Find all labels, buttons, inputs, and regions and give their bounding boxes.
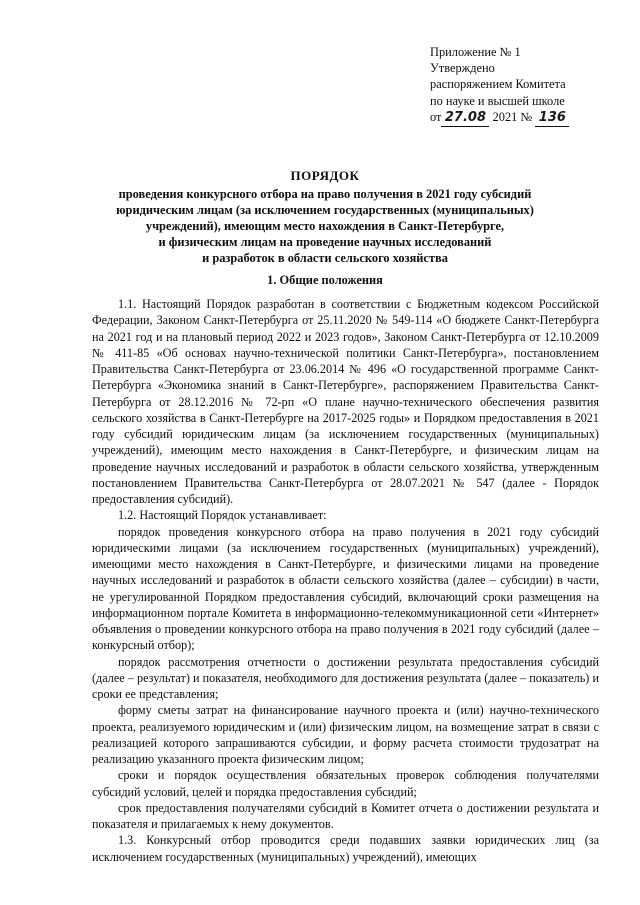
paragraph-1-2-d: сроки и порядок осуществления обязательных проверок соблюдения получателями субсидий условий, целей и порядка предоставления субсидий;	[92, 768, 599, 799]
paragraph-1-3: 1.3. Конкурсный отбор проводится среди подавших заявки юридических лиц (за исключением государственных (муниципальных) учреждений), имеющих	[92, 833, 599, 864]
title-line-4: и физическим лицам на проведение научных исследований	[158, 235, 492, 249]
approval-line-1: Приложение № 1	[430, 45, 521, 59]
paragraph-1-1: 1.1. Настоящий Порядок разработан в соответствии с Бюджетным кодексом Российской Федерации, Законом Санкт-Петербурга от 25.11.2020 № 549-114 «О бюджете Санкт-Петербурга на 2021 год и на плановый период 2022 и 2023 годов», Законом Санкт-Петербурга от 12.10.2009 № 411-85 «Об основах научно-технической политики Санкт-Петербурга», постановлением Правительства Санкт-Петербурга от 23.06.2014 № 496 «О государственной программе Санкт-Петербурга «Экономика знаний в Санкт-Петербурге», распоряжением Правительства Санкт-Петербурга от 28.12.2016 № 72-рп «О плане научно-технического обеспечения развития сельского хозяйства в Санкт-Петербурге на 2017-2025 годы» и Порядком предоставления в 2021 году субсидий юридическим лицам (за исключением государственных (муниципальных) учреждений), имеющим место нахождения в Санкт-Петербурге, и физическим лицам на проведение научных исследований и разработок в области сельского хозяйства, утвержденным постановлением Правительства Санкт-Петербурга от 28.07.2021 № 547 (далее - Порядок предоставления субсидий).	[92, 297, 599, 506]
date-prefix: от	[430, 109, 442, 124]
title-main: ПОРЯДОК	[290, 168, 360, 183]
approval-line-3: распоряжением Комитета	[430, 77, 566, 92]
title-line-2: юридическим лицам (за исключением государственных (муниципальных)	[116, 203, 534, 217]
approval-line-4: по науке и высшей школе	[430, 93, 565, 108]
handwritten-date: 27.08	[441, 110, 489, 127]
handwritten-number: 136	[535, 110, 569, 127]
year-text: 2021 №	[492, 109, 533, 124]
title-line-3: учреждений), имеющим место нахождения в Санкт-Петербурге,	[145, 219, 505, 233]
document-title	[90, 168, 560, 266]
approval-block	[430, 44, 610, 127]
title-line-5: и разработок в области сельского хозяйства	[202, 251, 448, 265]
approval-date-line	[430, 109, 610, 127]
paragraph-1-2: 1.2. Настоящий Порядок устанавливает:	[118, 508, 327, 523]
paragraph-1-2-e: срок предоставления получателями субсидий в Комитет отчета о достижении результата и показателя и прилагаемых к нему документов.	[92, 800, 599, 831]
section-heading: 1. Общие положения	[267, 273, 383, 287]
document-body	[92, 296, 599, 865]
paragraph-1-2-a: порядок проведения конкурсного отбора на право получения в 2021 году субсидий юридическими лицами (за исключением государственных (муниципальных) учреждений), имеющими место нахождения в Санкт-Петербурге, и физическими лицами на проведение научных исследований и разработок в области сельского хозяйства (далее – субсидии) в части, не урегулированной Порядком предоставления субсидий, включающий сроки размещения на информационном портале Комитета в информационно-телекоммуникационной сети «Интернет» объявления о проведении конкурсного отбора на право получения в 2021 году субсидий (далее – конкурсный отбор);	[92, 524, 599, 653]
title-line-1: проведения конкурсного отбора на право получения в 2021 году субсидий	[118, 187, 532, 201]
paragraph-1-2-c: форму сметы затрат на финансирование научного проекта и (или) научно-технического проекта, реализуемого юридическим и (или) физическим лицом, на возмещение затрат в связи с реализацией которого запрашиваются субсидии, и форму расчета стоимости трудозатрат на реализацию указанного проекта физическим лицом;	[92, 703, 599, 766]
approval-line-2: Утверждено	[430, 61, 495, 76]
paragraph-1-2-b: порядок рассмотрения отчетности о достижении результата предоставления субсидий (далее – результат) и показателя, необходимого для достижения результата (далее – показатель) и сроки ее представления;	[92, 654, 599, 701]
